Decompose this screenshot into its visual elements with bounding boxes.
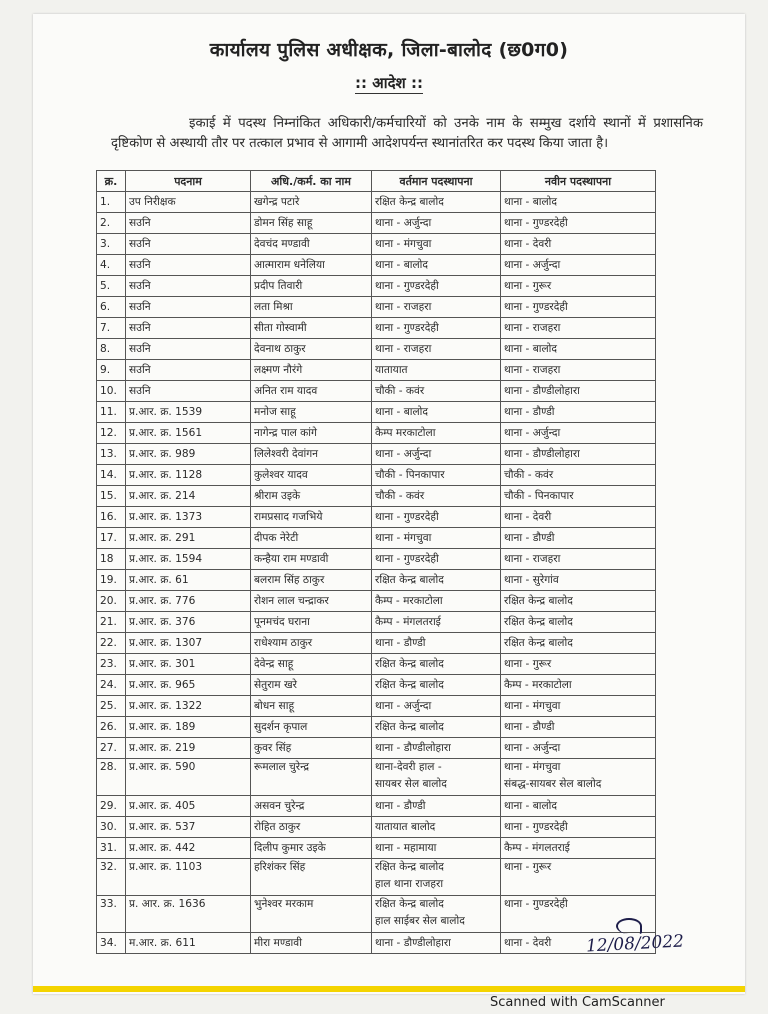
table-cell: प्र.आर. क्र. 219 bbox=[126, 738, 251, 759]
table-cell: कैम्प - मंगलतराई bbox=[372, 612, 501, 633]
scanner-watermark: Scanned with CamScanner bbox=[490, 995, 665, 1010]
table-cell: प्र. आर. क्र. 1636 bbox=[126, 896, 251, 933]
table-cell: 27. bbox=[97, 738, 126, 759]
table-cell: थाना - डौण्डी bbox=[372, 796, 501, 817]
table-cell: कैम्प - मंगलतराई bbox=[501, 838, 656, 859]
table-cell: 28. bbox=[97, 759, 126, 796]
table-cell: प्र.आर. क्र. 1561 bbox=[126, 423, 251, 444]
table-cell: प्र.आर. क्र. 442 bbox=[126, 838, 251, 859]
order-heading: :: आदेश :: bbox=[355, 74, 423, 92]
table-cell: थाना - अर्जुन्दा bbox=[372, 444, 501, 465]
table-cell: थाना - सुरेगांव bbox=[501, 570, 656, 591]
table-cell: प्र.आर. क्र. 1373 bbox=[126, 507, 251, 528]
table-cell: प्र.आर. क्र. 1594 bbox=[126, 549, 251, 570]
table-row bbox=[97, 297, 656, 318]
table-cell: डोमन सिंह साहू bbox=[251, 213, 372, 234]
table-cell: 13. bbox=[97, 444, 126, 465]
table-cell: थाना - डौण्डीलोहारा bbox=[372, 738, 501, 759]
table-row bbox=[97, 570, 656, 591]
table-row bbox=[97, 381, 656, 402]
table-cell: थाना - अर्जुन्दा bbox=[501, 423, 656, 444]
table-cell: रामप्रसाद गजभिये bbox=[251, 507, 372, 528]
table-cell: सेतुराम खरे bbox=[251, 675, 372, 696]
table-cell: रक्षित केन्द्र बालोद bbox=[372, 570, 501, 591]
table-cell: दीपक नेरेटी bbox=[251, 528, 372, 549]
col-current-posting: वर्तमान पदस्थापना bbox=[372, 171, 501, 192]
table-row bbox=[97, 933, 656, 954]
table-cell: थाना - डौण्डीलोहारा bbox=[501, 381, 656, 402]
table-cell: थाना - डौण्डीलोहारा bbox=[372, 933, 501, 954]
table-cell: प्र.आर. क्र. 376 bbox=[126, 612, 251, 633]
table-row bbox=[97, 444, 656, 465]
table-row bbox=[97, 838, 656, 859]
table-cell: सउनि bbox=[126, 360, 251, 381]
table-cell: 17. bbox=[97, 528, 126, 549]
table-cell: राधेश्याम ठाकुर bbox=[251, 633, 372, 654]
table-cell: थाना - गुरूर bbox=[501, 654, 656, 675]
table-cell: 10. bbox=[97, 381, 126, 402]
table-cell: रक्षित केन्द्र बालोद bbox=[501, 633, 656, 654]
table-cell: मीरा मण्डावी bbox=[251, 933, 372, 954]
table-cell: थाना - बालोद bbox=[501, 796, 656, 817]
table-cell: थाना - बालोद bbox=[372, 255, 501, 276]
table-cell: भुनेश्वर मरकाम bbox=[251, 896, 372, 933]
table-cell: थाना - गुण्डरदेही bbox=[372, 549, 501, 570]
table-cell: 6. bbox=[97, 297, 126, 318]
table-row bbox=[97, 591, 656, 612]
table-row bbox=[97, 486, 656, 507]
table-row bbox=[97, 213, 656, 234]
table-cell: श्रीराम उइके bbox=[251, 486, 372, 507]
col-new-posting: नवीन पदस्थापना bbox=[501, 171, 656, 192]
table-cell: थाना - देवरी bbox=[501, 234, 656, 255]
table-cell: 25. bbox=[97, 696, 126, 717]
table-cell: सुदर्शन कृपाल bbox=[251, 717, 372, 738]
table-cell: उप निरीक्षक bbox=[126, 192, 251, 213]
table-row bbox=[97, 654, 656, 675]
table-cell: 5. bbox=[97, 276, 126, 297]
table-row bbox=[97, 255, 656, 276]
table-cell: थाना - गुण्डरदेही bbox=[501, 896, 656, 933]
table-cell: रोहित ठाकुर bbox=[251, 817, 372, 838]
table-cell: थाना - बालोद bbox=[372, 402, 501, 423]
table-cell: दिलीप कुमार उइके bbox=[251, 838, 372, 859]
table-cell: 24. bbox=[97, 675, 126, 696]
table-cell: थाना - गुण्डरदेही bbox=[372, 318, 501, 339]
order-intro-paragraph: इकाई में पदस्थ निम्नांकित अधिकारी/कर्मचारियों को उनके नाम के सम्मुख दर्शाये स्थानों में प्रशासनिक दृष्टिकोण से अस्थायी तौर पर तत्काल प्रभाव से आगामी आदेशपर्यन्त स्थानांतरित कर पदस्थ किया जाता है। bbox=[111, 116, 703, 151]
table-row bbox=[97, 360, 656, 381]
table-cell: थाना - गुरूर bbox=[501, 859, 656, 896]
table-cell: देवनाथ ठाकुर bbox=[251, 339, 372, 360]
table-cell: प्र.आर. क्र. 405 bbox=[126, 796, 251, 817]
table-cell: यातायात bbox=[372, 360, 501, 381]
table-row bbox=[97, 675, 656, 696]
table-cell: थाना - डौण्डीलोहारा bbox=[501, 444, 656, 465]
table-cell: थाना - राजहरा bbox=[372, 297, 501, 318]
table-cell: 7. bbox=[97, 318, 126, 339]
table-cell: प्र.आर. क्र. 590 bbox=[126, 759, 251, 796]
table-cell: बोधन साहू bbox=[251, 696, 372, 717]
table-cell: थाना - राजहरा bbox=[501, 318, 656, 339]
table-cell: प्र.आर. क्र. 1103 bbox=[126, 859, 251, 896]
table-cell: कैम्प - मरकाटोला bbox=[372, 591, 501, 612]
table-row bbox=[97, 192, 656, 213]
table-cell: कुलेश्वर यादव bbox=[251, 465, 372, 486]
table-cell: सीता गोस्वामी bbox=[251, 318, 372, 339]
table-cell: थाना - बालोद bbox=[501, 339, 656, 360]
table-cell: बलराम सिंह ठाकुर bbox=[251, 570, 372, 591]
table-cell: थाना - गुण्डरदेही bbox=[501, 817, 656, 838]
col-serial: क्र. bbox=[97, 171, 126, 192]
table-cell: 1. bbox=[97, 192, 126, 213]
table-cell: प्र.आर. क्र. 301 bbox=[126, 654, 251, 675]
table-cell: खगेन्द्र पटारे bbox=[251, 192, 372, 213]
table-cell: रोशन लाल चन्द्राकर bbox=[251, 591, 372, 612]
table-row bbox=[97, 423, 656, 444]
table-cell: म.आर. क्र. 611 bbox=[126, 933, 251, 954]
table-cell: असवन चुरेन्द्र bbox=[251, 796, 372, 817]
table-cell: थाना - अर्जुन्दा bbox=[501, 738, 656, 759]
table-cell: थाना - देवरी bbox=[501, 933, 656, 954]
table-cell: थाना-देवरी हाल - सायबर सेल बालोद bbox=[372, 759, 501, 796]
table-cell: थाना - गुण्डरदेही bbox=[501, 213, 656, 234]
table-cell: रक्षित केन्द्र बालोद हाल थाना राजहरा bbox=[372, 859, 501, 896]
table-cell: थाना - मंगचुवा bbox=[372, 234, 501, 255]
scan-border bbox=[33, 986, 745, 992]
table-cell: थाना - देवरी bbox=[501, 507, 656, 528]
table-cell: 12. bbox=[97, 423, 126, 444]
table-cell: 31. bbox=[97, 838, 126, 859]
signature-mark bbox=[616, 918, 642, 934]
table-cell: थाना - मंगचुवा संबद्ध-सायबर सेल बालोद bbox=[501, 759, 656, 796]
table-row bbox=[97, 612, 656, 633]
table-cell: सउनि bbox=[126, 234, 251, 255]
table-cell: प्र.आर. क्र. 214 bbox=[126, 486, 251, 507]
table-cell: प्र.आर. क्र. 989 bbox=[126, 444, 251, 465]
table-cell: थाना - राजहरा bbox=[501, 549, 656, 570]
table-cell: प्र.आर. क्र. 61 bbox=[126, 570, 251, 591]
table-header-row bbox=[97, 171, 656, 192]
table-cell: प्र.आर. क्र. 1128 bbox=[126, 465, 251, 486]
table-cell: 33. bbox=[97, 896, 126, 933]
table-cell: देवेन्द्र साहू bbox=[251, 654, 372, 675]
table-cell: थाना - मंगचुवा bbox=[372, 528, 501, 549]
table-cell: रक्षित केन्द्र बालोद bbox=[501, 612, 656, 633]
table-cell: 21. bbox=[97, 612, 126, 633]
table-cell: सउनि bbox=[126, 381, 251, 402]
table-cell: 11. bbox=[97, 402, 126, 423]
table-cell: रक्षित केन्द्र बालोद bbox=[501, 591, 656, 612]
office-title: कार्यालय पुलिस अधीक्षक, जिला-बालोद (छ0ग0) bbox=[209, 39, 569, 61]
table-cell: थाना - अर्जुन्दा bbox=[501, 255, 656, 276]
table-cell: 23. bbox=[97, 654, 126, 675]
table-cell: प्र.आर. क्र. 537 bbox=[126, 817, 251, 838]
table-cell: सउनि bbox=[126, 276, 251, 297]
table-cell: सउनि bbox=[126, 339, 251, 360]
table-cell: सउनि bbox=[126, 213, 251, 234]
table-row bbox=[97, 507, 656, 528]
table-cell: थाना - अर्जुन्दा bbox=[372, 213, 501, 234]
table-row bbox=[97, 633, 656, 654]
table-cell: चौकी - पिनकापार bbox=[501, 486, 656, 507]
table-cell: पूनमचंद घराना bbox=[251, 612, 372, 633]
table-cell: थाना - डौण्डी bbox=[372, 633, 501, 654]
table-cell: लता मिश्रा bbox=[251, 297, 372, 318]
table-cell: 30. bbox=[97, 817, 126, 838]
table-row bbox=[97, 696, 656, 717]
table-cell: 15. bbox=[97, 486, 126, 507]
table-cell: थाना - मंगचुवा bbox=[501, 696, 656, 717]
table-cell: 18 bbox=[97, 549, 126, 570]
table-cell: रक्षित केन्द्र बालोद bbox=[372, 192, 501, 213]
table-cell: थाना - डौण्डी bbox=[501, 402, 656, 423]
table-cell: रक्षित केन्द्र बालोद bbox=[372, 675, 501, 696]
table-row bbox=[97, 759, 656, 796]
table-cell: प्र.आर. क्र. 776 bbox=[126, 591, 251, 612]
signature-date: 12/08/2022 bbox=[585, 931, 685, 957]
table-cell: कैम्प मरकाटोला bbox=[372, 423, 501, 444]
table-row bbox=[97, 528, 656, 549]
table-cell: 22. bbox=[97, 633, 126, 654]
table-row bbox=[97, 738, 656, 759]
table-cell: सउनि bbox=[126, 255, 251, 276]
table-cell: मनोज साहू bbox=[251, 402, 372, 423]
table-cell: थाना - बालोद bbox=[501, 192, 656, 213]
table-cell: 34. bbox=[97, 933, 126, 954]
table-cell: कन्हैया राम मण्डावी bbox=[251, 549, 372, 570]
table-cell: थाना - राजहरा bbox=[372, 339, 501, 360]
table-row bbox=[97, 549, 656, 570]
table-cell: 14. bbox=[97, 465, 126, 486]
table-cell: चौकी - कवंर bbox=[372, 486, 501, 507]
table-cell: रक्षित केन्द्र बालोद bbox=[372, 654, 501, 675]
table-cell: थाना - डौण्डी bbox=[501, 528, 656, 549]
table-cell: 16. bbox=[97, 507, 126, 528]
table-cell: यातायात बालोद bbox=[372, 817, 501, 838]
table-cell: 20. bbox=[97, 591, 126, 612]
table-cell: 9. bbox=[97, 360, 126, 381]
table-cell: आत्माराम धनेलिया bbox=[251, 255, 372, 276]
table-cell: रक्षित केन्द्र बालोद bbox=[372, 717, 501, 738]
table-cell: नागेन्द्र पाल कांगे bbox=[251, 423, 372, 444]
table-cell: 4. bbox=[97, 255, 126, 276]
table-cell: 3. bbox=[97, 234, 126, 255]
table-cell: थाना - डौण्डी bbox=[501, 717, 656, 738]
table-cell: कैम्प - मरकाटोला bbox=[501, 675, 656, 696]
transfer-table bbox=[96, 170, 656, 954]
table-cell: प्र.आर. क्र. 965 bbox=[126, 675, 251, 696]
table-row bbox=[97, 402, 656, 423]
table-cell: सउनि bbox=[126, 318, 251, 339]
table-cell: प्र.आर. क्र. 1539 bbox=[126, 402, 251, 423]
table-cell: प्रदीप तिवारी bbox=[251, 276, 372, 297]
table-cell: प्र.आर. क्र. 1322 bbox=[126, 696, 251, 717]
table-cell: चौकी - कवंर bbox=[501, 465, 656, 486]
table-row bbox=[97, 465, 656, 486]
table-row bbox=[97, 234, 656, 255]
table-cell: अनित राम यादव bbox=[251, 381, 372, 402]
table-row bbox=[97, 276, 656, 297]
table-cell: थाना - अर्जुन्दा bbox=[372, 696, 501, 717]
table-body bbox=[97, 192, 656, 954]
table-row bbox=[97, 859, 656, 896]
table-cell: हरिशंकर सिंह bbox=[251, 859, 372, 896]
table-cell: 32. bbox=[97, 859, 126, 896]
table-cell: 2. bbox=[97, 213, 126, 234]
table-row bbox=[97, 339, 656, 360]
table-cell: 19. bbox=[97, 570, 126, 591]
table-row bbox=[97, 896, 656, 933]
table-cell: चौकी - पिनकापार bbox=[372, 465, 501, 486]
col-designation: पदनाम bbox=[126, 171, 251, 192]
table-cell: रक्षित केन्द्र बालोद हाल साईबर सेल बालोद bbox=[372, 896, 501, 933]
table-cell: रूमलाल चुरेन्द्र bbox=[251, 759, 372, 796]
table-cell: प्र.आर. क्र. 189 bbox=[126, 717, 251, 738]
table-cell: 29. bbox=[97, 796, 126, 817]
col-name: अधि./कर्म. का नाम bbox=[251, 171, 372, 192]
table-cell: 26. bbox=[97, 717, 126, 738]
table-row bbox=[97, 318, 656, 339]
table-cell: थाना - गुण्डरदेही bbox=[372, 276, 501, 297]
table-cell: थाना - गुण्डरदेही bbox=[501, 297, 656, 318]
table-cell: प्र.आर. क्र. 1307 bbox=[126, 633, 251, 654]
table-cell: प्र.आर. क्र. 291 bbox=[126, 528, 251, 549]
table-cell: कुवर सिंह bbox=[251, 738, 372, 759]
table-row bbox=[97, 717, 656, 738]
table-cell: सउनि bbox=[126, 297, 251, 318]
table-cell: 8. bbox=[97, 339, 126, 360]
table-cell: थाना - गुण्डरदेही bbox=[372, 507, 501, 528]
table-cell: लिलेश्वरी देवांगन bbox=[251, 444, 372, 465]
table-cell: थाना - गुरूर bbox=[501, 276, 656, 297]
table-cell: थाना - महामाया bbox=[372, 838, 501, 859]
table-cell: लक्ष्मण नौरंगे bbox=[251, 360, 372, 381]
table-cell: चौकी - कवंर bbox=[372, 381, 501, 402]
table-cell: देवचंद मण्डावी bbox=[251, 234, 372, 255]
table-cell: थाना - राजहरा bbox=[501, 360, 656, 381]
table-row bbox=[97, 796, 656, 817]
table-row bbox=[97, 817, 656, 838]
